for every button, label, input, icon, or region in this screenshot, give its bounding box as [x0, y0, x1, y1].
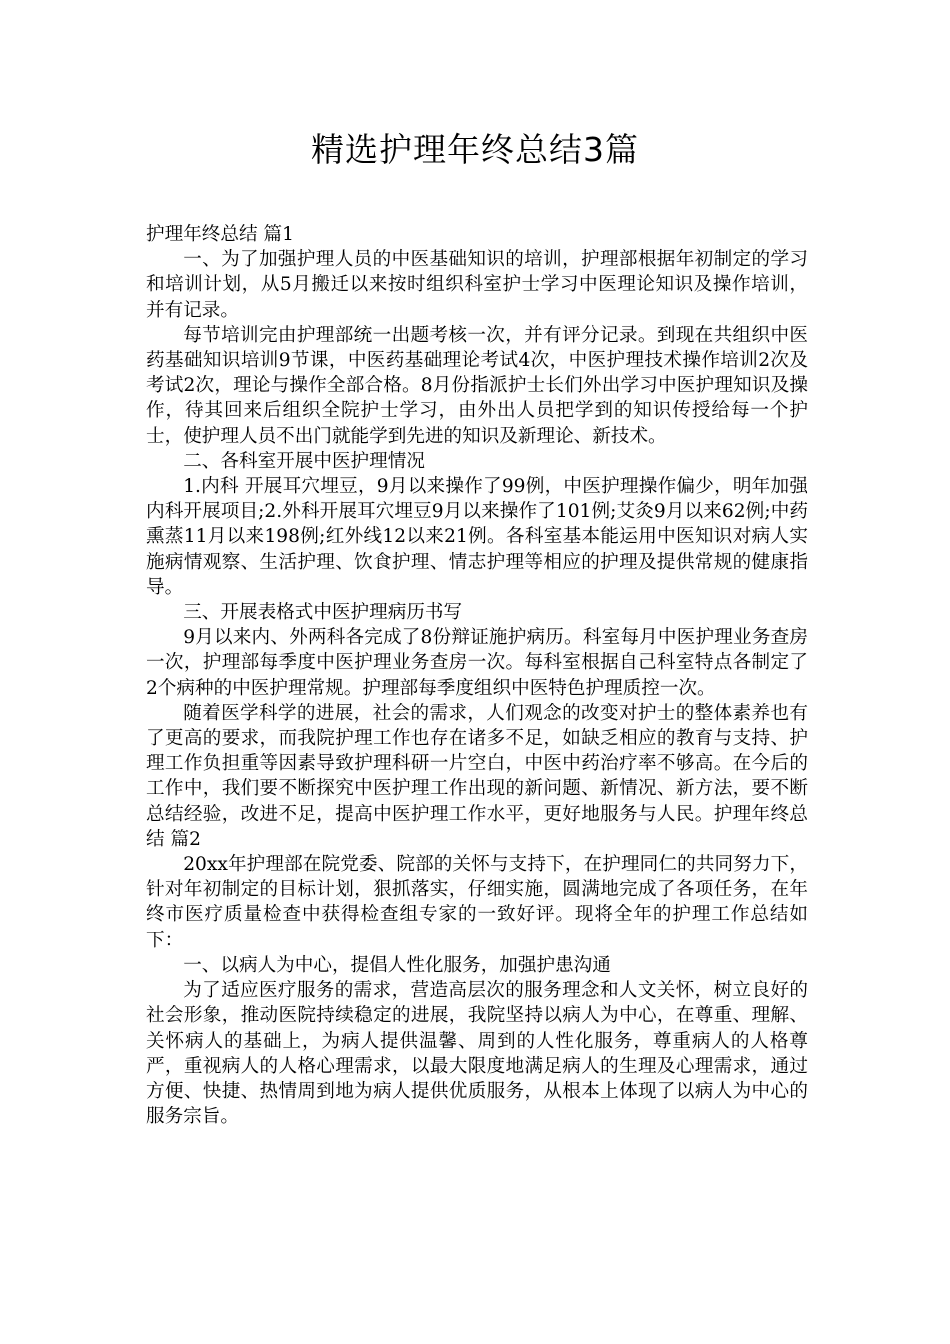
paragraph: 9月以来内、外两科各完成了8份辩证施护病历。科室每月中医护理业务查房一次，护理部每季度中医护理业务查房一次。每科室根据自己科室特点各制定了2个病种的中医护理常规。护理部每季度组织中医特色护理质控一次。 — [146, 627, 808, 699]
paragraph: 20xx年护理部在院党委、院部的关怀与支持下，在护理同仁的共同努力下，针对年初制定的目标计划，狠抓落实，仔细实施，圆满地完成了各项任务，在年终市医疗质量检查中获得检查组专家的一致好评。现将全年的护理工作总结如下： — [146, 854, 808, 951]
section-heading: 二、各科室开展中医护理情况 — [183, 450, 425, 472]
document-body — [146, 222, 808, 1129]
paragraph: 1.内科 开展耳穴埋豆，9月以来操作了99例，中医护理操作偏少，明年加强内科开展项目;2.外科开展耳穴埋豆9月以来操作了101例;艾灸9月以来62例;中药熏蒸11月以来198例;红外线12以来21例。各科室基本能运用中医知识对病人实施病情观察、生活护理、饮食护理、情志护理等相应的护理及提供常规的健康指导。 — [146, 476, 808, 598]
document-title: 精选护理年终总结3篇 — [311, 130, 639, 169]
paragraph: 随着医学科学的进展，社会的需求，人们观念的改变对护士的整体素养也有了更高的要求，而我院护理工作也存在诸多不足，如缺乏相应的教育与支持、护理工作负担重等因素导致护理科研一片空白，中医中药治疗率不够高。在今后的工作中，我们要不断探究中医护理工作出现的新问题、新情况、新方法，要不断总结经验，改进不足，提高中医护理工作水平，更好地服务与人民。护理年终总结 篇2 — [146, 702, 808, 850]
paragraph: 每节培训完由护理部统一出题考核一次，并有评分记录。到现在共组织中医药基础知识培训9节课，中医药基础理论考试4次，中医护理技术操作培训2次及考试2次，理论与操作全部合格。8月份指派护士长们外出学习中医护理知识及操作，待其回来后组织全院护士学习，由外出人员把学到的知识传授给每一个护士，使护理人员不出门就能学到先进的知识及新理论、新技术。 — [146, 324, 808, 447]
section-heading: 一、以病人为中心，提倡人性化服务，加强护患沟通 — [183, 954, 611, 976]
paragraph: 护理年终总结 篇1 — [146, 224, 294, 245]
section-heading: 三、开展表格式中医护理病历书写 — [183, 602, 463, 624]
paragraph: 为了适应医疗服务的需求，营造高层次的服务理念和人文关怀，树立良好的社会形象，推动医院持续稳定的进展，我院坚持以病人为中心，在尊重、理解、关怀病人的基础上，为病人提供温馨、周到的人性化服务，尊重病人的人格尊严，重视病人的人格心理需求，以最大限度地满足病人的生理及心理需求，通过方便、快捷、热情周到地为病人提供优质服务，从根本上体现了以病人为中心的服务宗旨。 — [146, 980, 808, 1128]
paragraph: 一、为了加强护理人员的中医基础知识的培训，护理部根据年初制定的学习和培训计划，从5月搬迁以来按时组织科室护士学习中医理论知识及操作培训，并有记录。 — [146, 249, 808, 321]
